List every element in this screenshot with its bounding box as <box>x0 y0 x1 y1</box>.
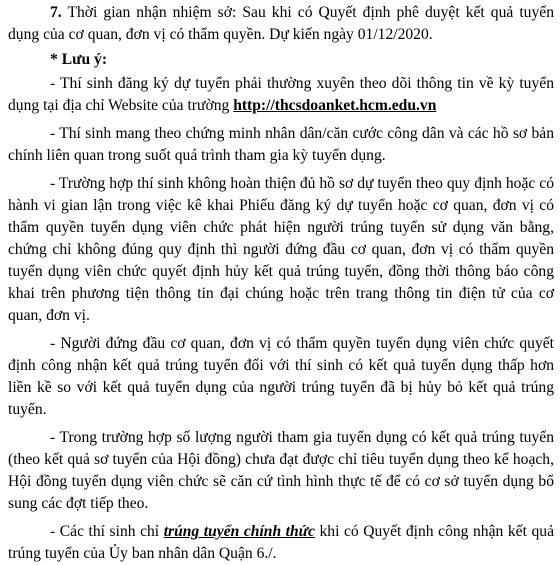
note-invalid-result-paragraph: - Trường hợp thí sinh không hoàn thiện đủ hồ sơ dự tuyển theo quy định hoặc có hành vi gian lận trong việc kê khai Phiếu đăng ký dự tuyển hoặc cơ quan, đơn vị có thẩm quyền tuyển dụng viên chức phát hiện người trúng tuyển sử dụng văn bằng, chứng chỉ không đúng quy định thì người đứng đầu cơ quan, đơn vị có thẩm quyền tuyển dụng viên chức quyết định hủy kết quả trúng tuyển, đồng thời thông báo công khai trên phương tiện thông tin đại chúng hoặc trên trang thông tin điện tử của cơ quan, đơn vị. <box>8 175 554 324</box>
note-replacement-paragraph: - Người đứng đầu cơ quan, đơn vị có thẩm quyền tuyển dụng viên chức quyết định công nhận kết quả trúng tuyển đối với thí sinh có kết quả tuyển dụng thấp hơn liền kề so với kết quả tuyển dụng của người trúng tuyển đã bị hủy bỏ kết quả trúng tuyển. <box>8 335 554 418</box>
item-7-paragraph <box>8 2 554 46</box>
note-supplement-paragraph: - Trong trường hợp số lượng người tham gia tuyển dụng có kết quả trúng tuyển (theo kết quả sơ tuyển của Hội đồng) chưa đạt được chỉ tiêu tuyển dụng theo kế hoạch, Hội đồng tuyển dụng viên chức sẽ căn cứ tình hình thực tế để có cơ sở tuyển dụng bổ sung các đợt tiếp theo. <box>8 429 554 513</box>
document-page <box>8 2 554 565</box>
school-website-link[interactable]: http://thcsdoanket.hcm.edu.vn <box>233 96 437 114</box>
note-documents-paragraph: - Thí sinh mang theo chứng minh nhân dân/căn cước công dân và các hồ sơ bản chính liên quan trong suốt quá trình tham gia kỳ tuyển dụng. <box>8 125 554 164</box>
note-website-text: - Thí sinh đăng ký dự tuyển phải thường xuyên theo dõi thông tin về kỳ tuyển dụng tại địa chỉ Website của trường <box>8 74 554 114</box>
note-heading-paragraph <box>8 49 554 71</box>
item-7-number: 7. <box>50 4 62 21</box>
note-heading: * Lưu ý: <box>50 50 108 68</box>
note-official-text-after: khi có Quyết định công nhận kết quả trúng tuyển của Ủy ban nhân dân Quận 6./. <box>8 523 554 563</box>
note-website-paragraph <box>8 73 554 117</box>
official-result-emphasis: trúng tuyển chính thức <box>163 523 315 541</box>
item-7-text: Thời gian nhận nhiệm sở: Sau khi có Quyết định phê duyệt kết quả tuyển dụng của cơ quan, đơn vị có thẩm quyền. Dự kiến ngày 01/12/2020. <box>8 4 554 43</box>
note-official-text-before: - Các thí sinh chỉ <box>50 523 164 541</box>
note-official-result-paragraph <box>8 521 554 565</box>
